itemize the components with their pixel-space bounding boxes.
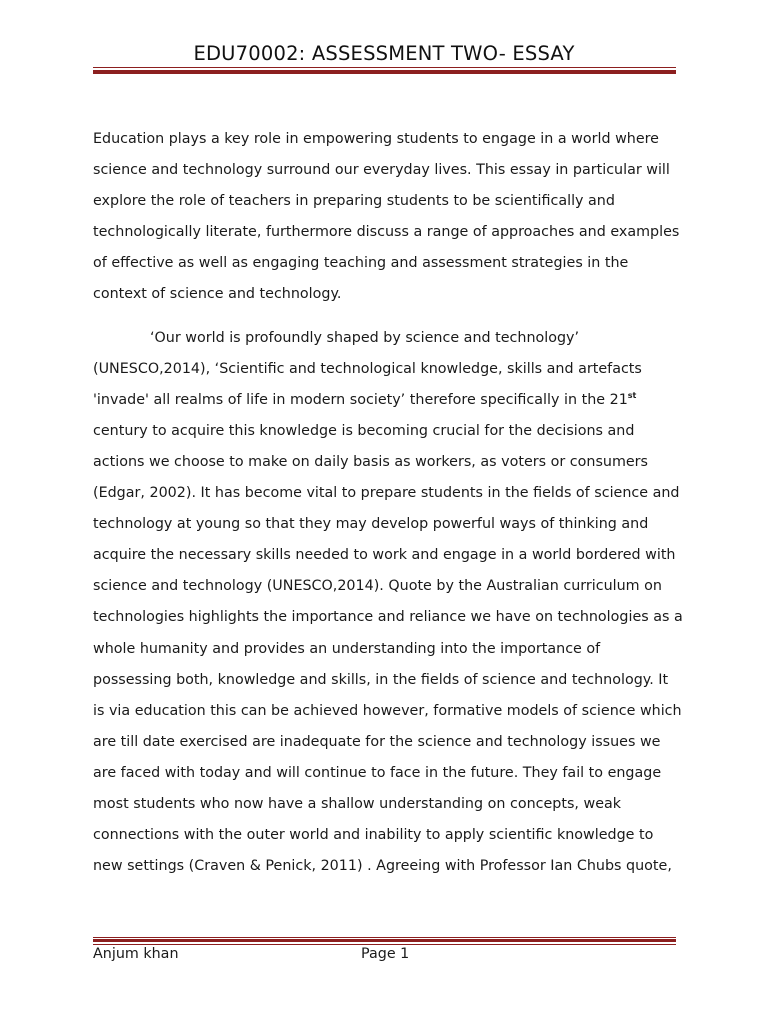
essay-body [93, 124, 683, 882]
footer-rule-thin [93, 937, 676, 938]
ordinal-superscript: st [627, 390, 637, 400]
paragraph-1: Education plays a key role in empowering students to engage in a world where science and technology surround our everyday lives. This essay in particular will explore the role of teachers in preparing students to be scientifically and technologically literate, furthermore discuss a range of approaches and examples of effective as well as engaging teaching and assessment strategies in the context of science and technology. [93, 131, 680, 303]
header-rule [93, 67, 676, 74]
footer-page-number: Page 1 [361, 946, 410, 962]
footer-author: Anjum khan [93, 946, 179, 962]
header-rule-thick [93, 70, 676, 74]
page-header-title: EDU70002: ASSESSMENT TWO- ESSAY [193, 42, 575, 65]
paragraph-2 [93, 323, 683, 883]
footer-rule [93, 937, 676, 945]
footer-rule-thin-bottom [93, 944, 676, 945]
paragraph-2-part-2: century to acquire this knowledge is becoming crucial for the decisions and actions we choose to make on daily basis as workers, as voters or consumers (Edgar, 2002). It has become vital to prepare students in the fields of science and technology at young so that they may develop powerful ways of thinking and acquire the necessary skills needed to work and engage in a world bordered with science and technology (UNESCO,2014). Quote by the Australian curriculum on technologies highlights the importance and reliance we have on technologies as a whole humanity and provides an understanding into the importance of possessing both, knowledge and skills, in the fields of science and technology. It is via education this can be achieved however, formative models of science which are till date exercised are inadequate for the science and technology issues we are faced with today and will continue to face in the future. They fail to engage most students who now have a shallow understanding on concepts, weak connections with the outer world and inability to apply scientific knowledge to new settings (Craven & Penick, 2011) . Agreeing with Professor Ian Chubs quote, [93, 422, 683, 875]
header-rule-thin [93, 67, 676, 68]
paragraph-2-part-1: ‘Our world is profoundly shaped by science and technology’ (UNESCO,2014), ‘Scientific and technological knowledge, skills and artefacts 'invade' all realms of life in modern society’ therefore specifically in the 21 [93, 329, 642, 408]
footer-rule-thick [93, 939, 676, 942]
